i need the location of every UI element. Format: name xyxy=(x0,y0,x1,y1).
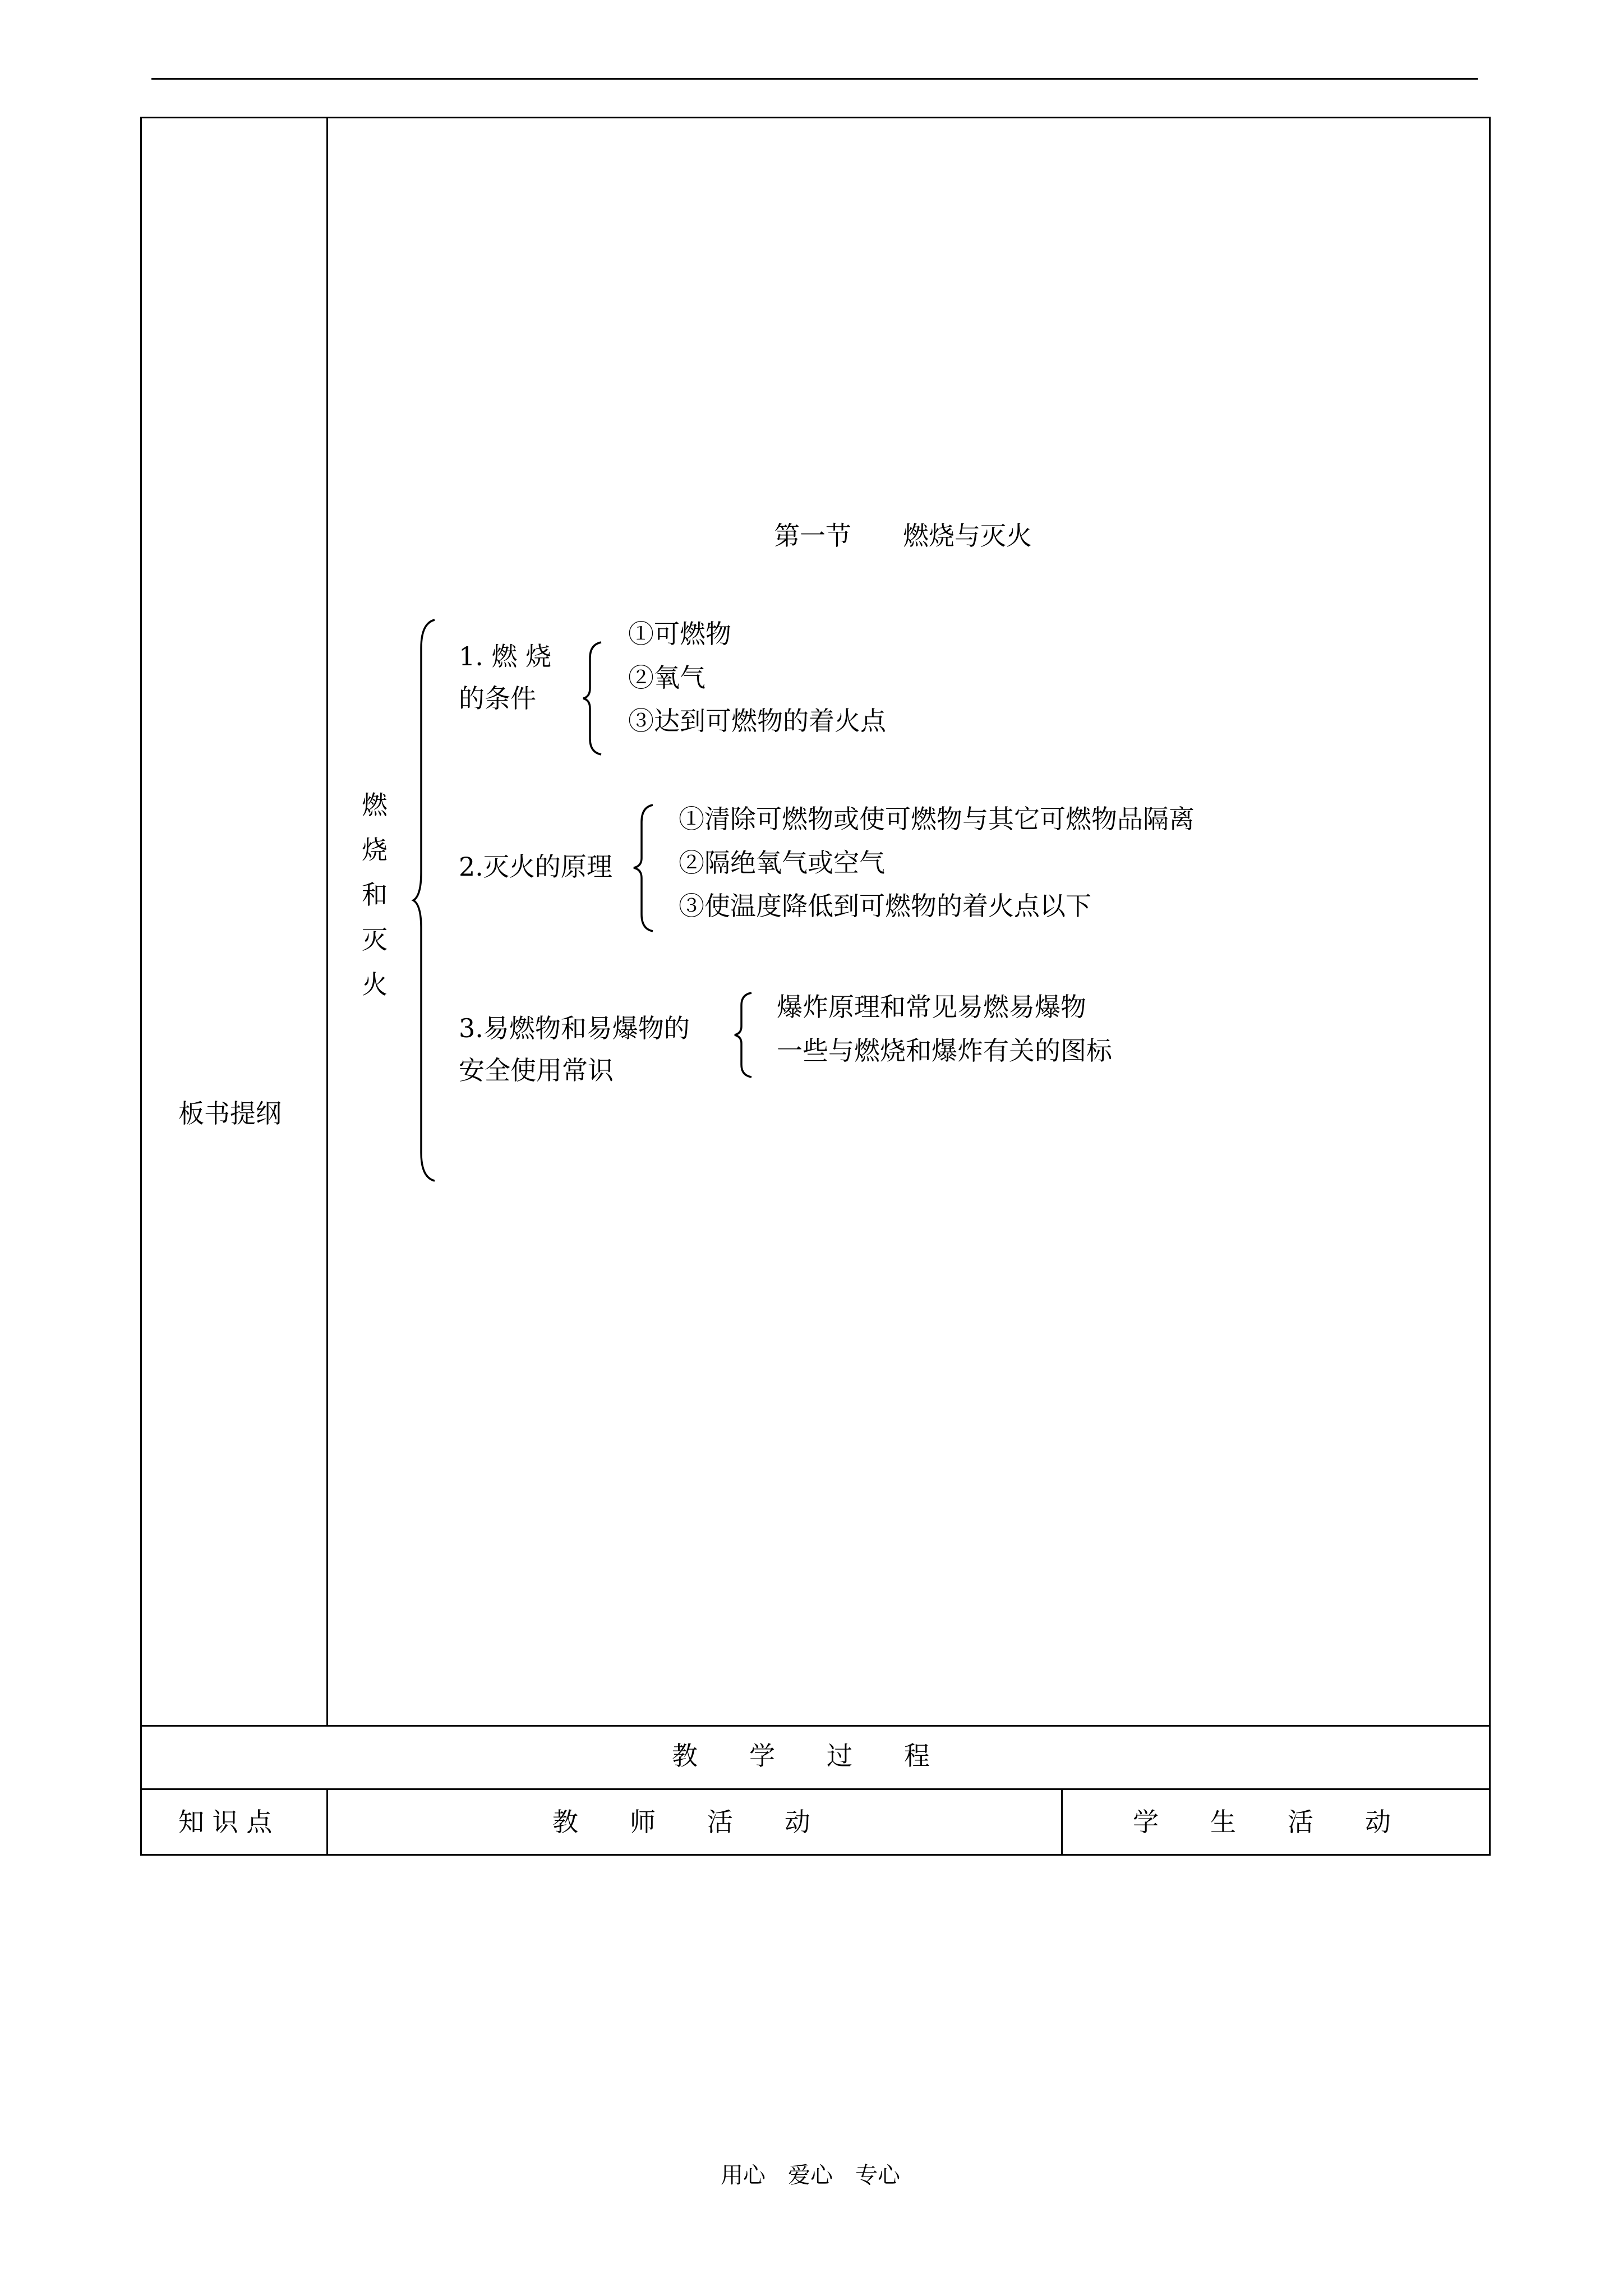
item3-subitem: 爆炸原理和常见易燃易爆物 xyxy=(777,992,1086,1022)
section-title: 第一节 燃烧与灭火 xyxy=(774,521,1032,551)
item2-subitem: ③使温度降低到可燃物的着火点以下 xyxy=(679,891,1091,921)
process-title-bottom xyxy=(140,1788,1491,1790)
topic-vertical xyxy=(358,783,391,1007)
item2-subitem: ①清除可燃物或使可燃物与其它可燃物品隔离 xyxy=(679,804,1195,834)
row-label: 板书提纲 xyxy=(178,1098,282,1129)
table-bottom-border xyxy=(140,1854,1491,1856)
knowledge-column-divider xyxy=(326,1788,328,1856)
item1-subitem: ②氧气 xyxy=(628,662,706,693)
item3-subitem: 一些与燃烧和爆炸有关的图标 xyxy=(777,1036,1112,1066)
item1-subitem: ③达到可燃物的着火点 xyxy=(628,706,886,736)
label-column-divider xyxy=(326,117,328,1727)
item3-label-line2: 安全使用常识 xyxy=(459,1055,614,1085)
process-title: 教 学 过 程 xyxy=(672,1741,930,1771)
header-rule xyxy=(151,78,1478,80)
col-knowledge-header: 知 识 点 xyxy=(178,1807,273,1837)
item3-label-line1: 3.易燃物和易爆物的 xyxy=(459,1013,690,1043)
topic-char: 和 xyxy=(362,880,388,910)
table-right-border xyxy=(1489,117,1491,1856)
table-top-border xyxy=(140,117,1491,118)
topic-char: 燃 xyxy=(362,790,388,820)
table-left-border xyxy=(140,117,142,1856)
item2-brace xyxy=(634,805,656,931)
item2-subitem: ②隔绝氧气或空气 xyxy=(679,848,885,878)
col-student-header: 学 生 活 动 xyxy=(1133,1807,1391,1837)
item1-subitem: ①可燃物 xyxy=(628,619,731,649)
topic-char: 烧 xyxy=(362,835,388,865)
item1-brace xyxy=(583,642,606,754)
teacher-student-divider xyxy=(1061,1788,1063,1856)
col-teacher-header: 教 师 活 动 xyxy=(552,1807,810,1837)
topic-char: 灭 xyxy=(362,924,388,955)
item1-label-line2: 的条件 xyxy=(459,683,536,714)
item2-label: 2.灭火的原理 xyxy=(459,852,612,882)
item3-brace xyxy=(735,993,755,1077)
item1-label-line1: 1. 燃 烧 xyxy=(459,641,552,671)
board-row-bottom xyxy=(140,1725,1491,1727)
main-brace xyxy=(412,620,440,1181)
topic-char: 火 xyxy=(362,969,388,1000)
footer-motto: 用心 爱心 专心 xyxy=(721,2162,900,2188)
